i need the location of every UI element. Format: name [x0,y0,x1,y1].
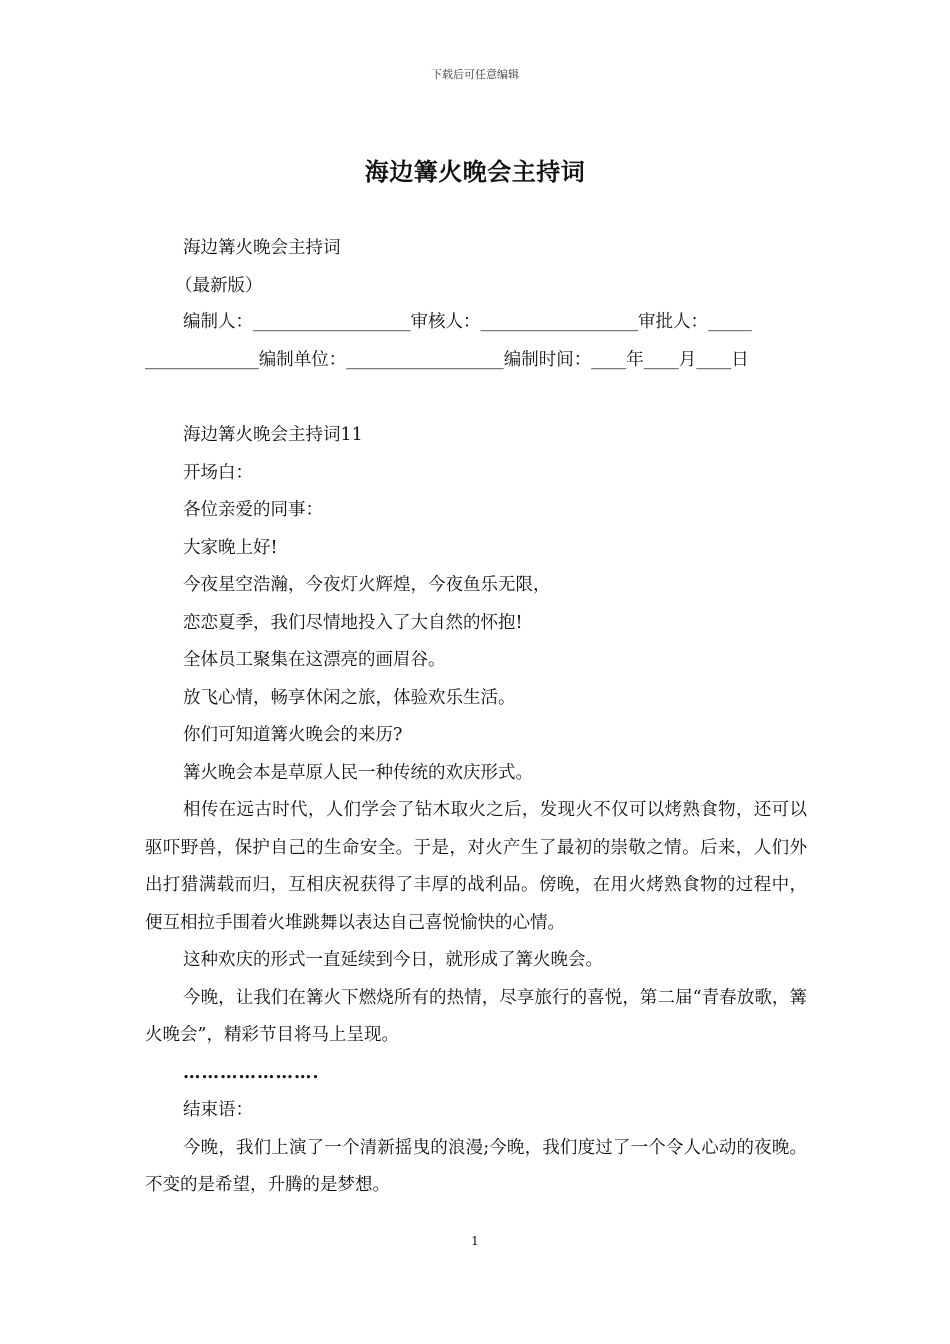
text-line: 你们可知道篝火晚会的来历? [183,725,403,745]
greeting-line: 各位亲爱的同事： [183,500,323,520]
signature-line-1: 编制人：__________________审核人：__________________审批人：_____ [183,312,752,332]
intro-edition: （最新版） [175,275,263,296]
good-evening-line: 大家晚上好! [183,537,278,558]
intro-subtitle: 海边篝火晚会主持词 [183,238,341,258]
closing-label: 结束语： [183,1100,253,1120]
main-content [145,417,807,1205]
paragraph-tonight: 今晚，让我们在篝火下燃烧所有的热情，尽享旅行的喜悦，第二届“青春放歌，篝火晚会”，精彩节目将马上呈现。 [145,987,807,1045]
paragraph-closing: 今晚，我们上演了一个清新摇曳的浪漫;今晚，我们度过了一个令人心动的夜晚。不变的是希望，升腾的是梦想。 [145,1137,807,1195]
paragraph-origin: 相传在远古时代，人们学会了钻木取火之后，发现火不仅可以烤熟食物，还可以驱吓野兽，保护自己的生命安全。于是，对火产生了最初的崇敬之情。后来，人们外出打猎满载而归，互相庆祝获得了丰厚的战利品。傍晚，在用火烤熟食物的过程中，便互相拉手围着火堆跳舞以表达自己喜悦愉快的心情。 [145,800,807,933]
opening-label: 开场白： [183,462,253,483]
text-line: 今夜星空浩瀚，今夜灯火辉煌，今夜鱼乐无限， [183,575,551,595]
intro-block [145,230,807,305]
signature-line-2: _____________编制单位：__________________编制时间：____年____月____日 [145,349,749,370]
text-line: 全体员工聚集在这漂亮的画眉谷。 [183,650,446,670]
ellipsis-line: …………………. [183,1062,320,1083]
document-title: 海边篝火晚会主持词 [364,157,586,186]
signature-block [145,304,807,379]
page-number: 1 [471,1234,479,1248]
text-line: 这种欢庆的形式一直延续到今日，就形成了篝火晚会。 [183,950,603,970]
section-title: 海边篝火晚会主持词11 [183,425,363,445]
text-line: 放飞心情，畅享休闲之旅，体验欢乐生活。 [183,687,516,708]
page-header-note: 下载后可任意编辑 [431,68,519,81]
text-line: 恋恋夏季，我们尽情地投入了大自然的怀抱! [183,612,523,633]
text-line: 篝火晚会本是草原人民一种传统的欢庆形式。 [183,762,533,783]
